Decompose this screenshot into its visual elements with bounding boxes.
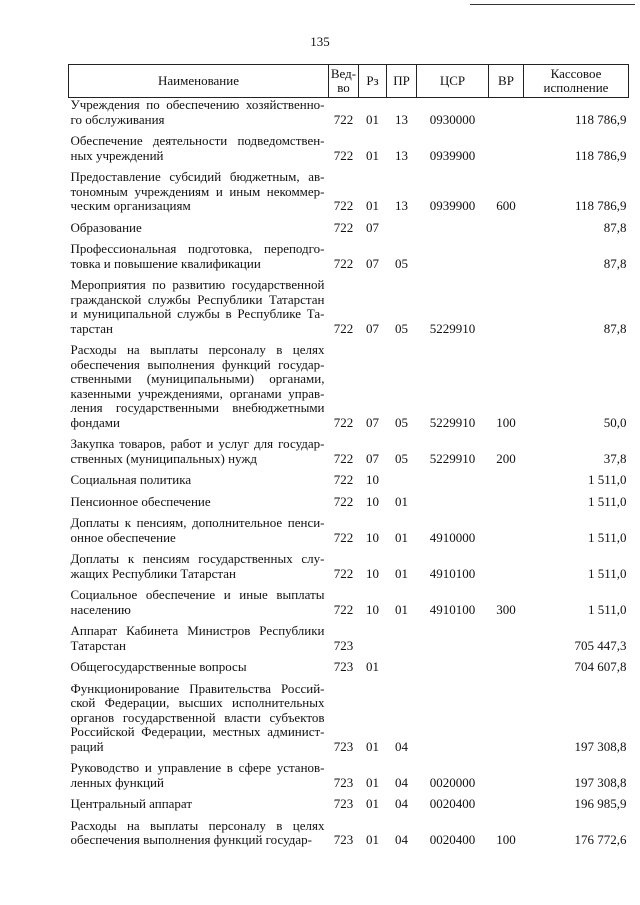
header-ved	[329, 65, 359, 98]
row-csr: 0939900	[429, 198, 476, 213]
row-vr	[489, 655, 524, 677]
row-rz: 01	[366, 198, 379, 213]
row-pr: 04	[395, 738, 408, 754]
row-pr: 01	[395, 565, 408, 581]
row-vr	[489, 237, 524, 273]
row-csr	[417, 677, 489, 757]
row-pr: 13	[395, 111, 408, 127]
row-rz: 07	[366, 450, 379, 466]
row-csr: 0939900	[429, 147, 476, 163]
row-pr: 13	[395, 147, 408, 163]
row-rz: 10	[366, 565, 379, 581]
row-ved: 723	[333, 832, 354, 847]
header-sum-line2: исполнение	[543, 80, 609, 95]
row-csr: 4910100	[429, 565, 476, 581]
row-vr: 300	[496, 601, 516, 617]
row-rz: 01	[366, 738, 379, 754]
row-sum: 197 308,8	[574, 774, 627, 790]
table-row	[69, 98, 629, 130]
table-row	[69, 216, 629, 238]
row-rz: 01	[366, 659, 379, 674]
row-pr: 05	[395, 320, 408, 336]
table-row	[69, 237, 629, 273]
row-vr	[489, 468, 524, 490]
table-row	[69, 619, 629, 655]
row-ved: 722	[333, 493, 354, 509]
row-vr	[489, 756, 524, 792]
header-name: Наименование	[69, 65, 329, 98]
row-csr: 0020000	[429, 774, 476, 790]
row-csr: 5229910	[429, 414, 476, 430]
row-sum: 37,8	[603, 450, 627, 466]
row-rz: 10	[366, 601, 379, 617]
row-name: Аппарат Кабинета Министров Республики Татарстан	[70, 623, 325, 653]
row-name: Расходы на выплаты персоналу в целях обеспечения выполнения функций государ-	[70, 817, 325, 847]
row-csr: 4910000	[429, 529, 476, 545]
row-sum: 87,8	[603, 320, 627, 336]
row-vr	[489, 98, 524, 130]
row-sum: 87,8	[603, 255, 627, 271]
row-name: Образование	[70, 219, 142, 235]
row-pr: 01	[395, 529, 408, 545]
row-sum: 704 607,8	[574, 659, 627, 674]
row-sum: 118 786,9	[574, 111, 627, 127]
row-name: Доплаты к пенсиям, дополнительное пенси-онное обеспечение	[70, 515, 325, 545]
row-rz: 07	[366, 255, 379, 271]
row-rz: 10	[366, 472, 379, 487]
row-pr: 04	[395, 832, 408, 847]
row-name: Доплаты к пенсиям государственных слу-жащих Республики Татарстан	[70, 551, 325, 581]
header-sum	[524, 65, 629, 98]
row-vr	[489, 216, 524, 238]
page-number: 135	[310, 34, 330, 49]
row-name: Общегосударственные вопросы	[70, 659, 247, 674]
table-row	[69, 165, 629, 216]
header-vr: ВР	[489, 65, 524, 98]
row-pr: 04	[395, 796, 408, 811]
row-name: Пенсионное обеспечение	[70, 493, 211, 509]
row-sum: 196 985,9	[574, 796, 627, 811]
table-row	[69, 129, 629, 165]
row-sum: 176 772,6	[574, 832, 627, 847]
row-vr: 100	[496, 832, 516, 847]
row-pr: 13	[395, 198, 408, 213]
row-rz: 01	[366, 832, 379, 847]
row-rz: 01	[366, 774, 379, 790]
header-ved-line2: во	[337, 80, 350, 95]
row-name: Руководство и управление в сфере установ-ленных функций	[70, 760, 325, 790]
row-csr	[417, 237, 489, 273]
table-row	[69, 547, 629, 583]
table-row	[69, 655, 629, 677]
row-ved: 722	[333, 219, 354, 235]
header-rz: Рз	[359, 65, 387, 98]
row-csr	[417, 655, 489, 677]
row-name: Закупка товаров, работ и услуг для государ-ственных (муниципальных) нужд	[70, 436, 325, 466]
row-vr	[489, 129, 524, 165]
row-csr	[417, 468, 489, 490]
row-vr: 100	[496, 414, 516, 430]
row-csr: 0020400	[429, 832, 476, 847]
row-sum: 197 308,8	[574, 738, 627, 754]
row-ved: 722	[333, 529, 354, 545]
row-vr	[489, 619, 524, 655]
row-csr: 5229910	[429, 450, 476, 466]
header-pr: ПР	[387, 65, 417, 98]
table-row	[69, 792, 629, 814]
row-csr	[417, 216, 489, 238]
row-vr	[489, 511, 524, 547]
table-row	[69, 338, 629, 432]
row-sum: 1 511,0	[587, 529, 627, 545]
row-name: Расходы на выплаты персоналу в целях обеспечения выполнения функций государ-ственными (муниципальными) органами, казенными учреждениями, органами управ-ления государственными внебюджетными фондами	[70, 342, 325, 430]
table-row	[69, 583, 629, 619]
row-csr: 4910100	[429, 601, 476, 617]
row-sum: 118 786,9	[574, 198, 627, 213]
row-csr: 0930000	[429, 111, 476, 127]
row-rz: 07	[366, 320, 379, 336]
row-rz: 01	[366, 796, 379, 811]
row-pr: 04	[395, 774, 408, 790]
header-csr: ЦСР	[417, 65, 489, 98]
row-name: Учреждения по обеспечению хозяйственно-го обслуживания	[70, 97, 325, 127]
row-csr: 0020400	[429, 796, 476, 811]
row-ved: 722	[333, 255, 354, 271]
row-name: Предоставление субсидий бюджетным, ав-тономным учреждениям и иным некоммер-ческим организациям	[70, 169, 325, 213]
header-sum-line1: Кассовое	[550, 66, 602, 81]
table-row	[69, 814, 629, 850]
header-ved-line1: Вед-	[330, 66, 357, 81]
row-pr: 05	[395, 450, 408, 466]
row-name: Мероприятия по развитию государственной гражданской службы Республики Татарстан и муниципальной службы в Республике Та-тарстан	[70, 277, 325, 336]
row-vr	[489, 792, 524, 814]
row-ved: 723	[333, 637, 354, 653]
row-name: Профессиональная подготовка, переподго-товка и повышение квалификации	[70, 241, 325, 271]
row-csr	[417, 490, 489, 512]
row-vr	[489, 490, 524, 512]
row-sum: 705 447,3	[574, 637, 627, 653]
row-rz: 07	[366, 219, 379, 235]
row-ved: 722	[333, 565, 354, 581]
row-name: Центральный аппарат	[70, 796, 193, 811]
row-sum: 1 511,0	[587, 493, 627, 509]
row-name: Социальная политика	[70, 472, 192, 487]
row-rz: 01	[366, 147, 379, 163]
row-pr	[387, 468, 417, 490]
budget-table	[68, 64, 629, 850]
table-row	[69, 756, 629, 792]
row-ved: 723	[333, 796, 354, 811]
table-row	[69, 468, 629, 490]
row-ved: 722	[333, 111, 354, 127]
row-ved: 722	[333, 414, 354, 430]
row-sum: 50,0	[603, 414, 627, 430]
row-sum: 1 511,0	[587, 472, 627, 487]
table-header-row	[69, 65, 629, 98]
table-row	[69, 511, 629, 547]
row-csr: 5229910	[429, 320, 476, 336]
row-name: Социальное обеспечение и иные выплаты населению	[70, 587, 325, 617]
row-pr: 05	[395, 414, 408, 430]
top-rule	[470, 4, 635, 5]
table-row	[69, 490, 629, 512]
table-row	[69, 273, 629, 338]
row-ved: 723	[333, 774, 354, 790]
row-ved: 722	[333, 147, 354, 163]
row-sum: 1 511,0	[587, 601, 627, 617]
row-ved: 722	[333, 320, 354, 336]
row-ved: 722	[333, 472, 354, 487]
row-ved: 722	[333, 198, 354, 213]
row-ved: 722	[333, 450, 354, 466]
table-row	[69, 677, 629, 757]
row-vr: 200	[496, 450, 516, 466]
row-vr	[489, 547, 524, 583]
row-vr	[489, 273, 524, 338]
row-pr	[387, 216, 417, 238]
row-vr	[489, 677, 524, 757]
row-pr	[387, 619, 417, 655]
row-pr: 05	[395, 255, 408, 271]
row-ved: 723	[333, 738, 354, 754]
row-ved: 722	[333, 601, 354, 617]
row-name: Обеспечение деятельности подведомствен-ных учреждений	[70, 133, 325, 163]
row-rz	[359, 619, 387, 655]
row-pr: 01	[395, 601, 408, 617]
row-name: Функционирование Правительства Россий-ской Федерации, высших исполнительных органов государственной власти субъектов Российской Федерации, местных админист-раций	[70, 680, 325, 754]
table-row	[69, 432, 629, 468]
row-pr: 01	[395, 493, 408, 509]
row-rz: 01	[366, 111, 379, 127]
row-vr: 600	[496, 198, 516, 213]
row-ved: 723	[333, 659, 354, 674]
row-rz: 10	[366, 529, 379, 545]
row-sum: 87,8	[603, 219, 627, 235]
row-csr	[417, 619, 489, 655]
row-pr	[387, 655, 417, 677]
row-rz: 10	[366, 493, 379, 509]
row-sum: 1 511,0	[587, 565, 627, 581]
row-rz: 07	[366, 414, 379, 430]
row-sum: 118 786,9	[574, 147, 627, 163]
